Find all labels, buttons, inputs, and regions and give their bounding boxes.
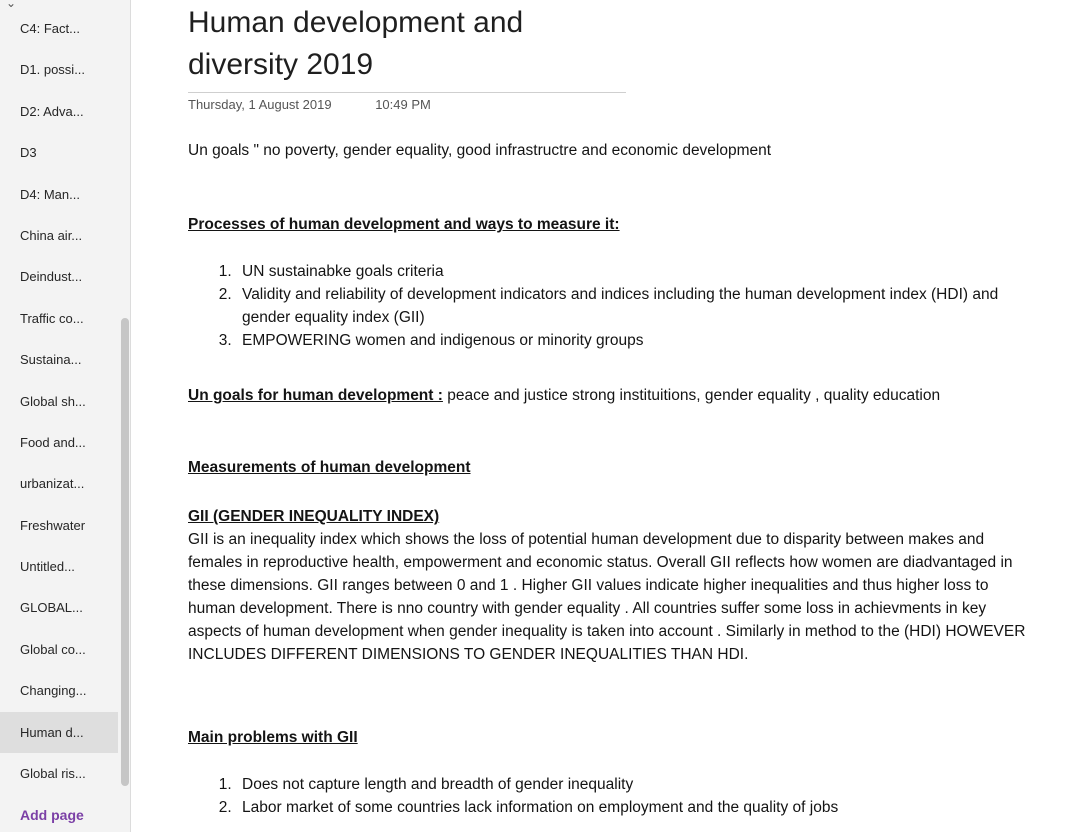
- page-title[interactable]: Human development and diversity 2019: [188, 6, 524, 81]
- problems-list-block: [188, 773, 1048, 819]
- intro-paragraph[interactable]: Un goals " no poverty, gender equality, good infrastructre and economic development: [188, 142, 772, 159]
- list-item[interactable]: 2. Validity and reliability of development indicators and indices including the human development index (HDI) and gender equality index (GII): [236, 283, 1048, 329]
- page-list: [0, 8, 118, 794]
- page-item[interactable]: D4: Man...: [20, 186, 80, 202]
- page-item[interactable]: Traffic co...: [20, 310, 84, 326]
- problems-list: [188, 773, 1048, 819]
- page-item[interactable]: D2: Adva...: [20, 103, 84, 119]
- add-page-button[interactable]: Add page: [20, 807, 84, 823]
- measurements-heading[interactable]: Measurements of human development: [188, 459, 471, 476]
- list-item[interactable]: 2. Labor market of some countries lack information on employment and the quality of jobs: [236, 796, 1048, 819]
- page-item[interactable]: GLOBAL...: [20, 600, 83, 616]
- goals-text: peace and justice strong instituitions, gender equality , quality education: [442, 387, 941, 404]
- page-item[interactable]: C4: Fact...: [20, 21, 80, 36]
- list-item[interactable]: 3. EMPOWERING women and indigenous or minority groups: [236, 329, 1048, 352]
- gii-heading[interactable]: GII (GENDER INEQUALITY INDEX): [188, 508, 440, 525]
- page-item[interactable]: D1. possi...: [20, 62, 86, 78]
- scroll-up-icon[interactable]: ⌄: [6, 0, 17, 10]
- page-timestamp: [188, 97, 431, 112]
- note-content: [188, 0, 1068, 816]
- page-item[interactable]: D3: [20, 145, 37, 161]
- problems-heading[interactable]: Main problems with GII: [188, 729, 358, 746]
- page-item[interactable]: urbanizat...: [20, 476, 85, 492]
- page-item[interactable]: Global sh...: [20, 393, 86, 409]
- list-item[interactable]: 1. UN sustainabke goals criteria: [236, 260, 1048, 283]
- page-time: 10:49 PM: [375, 97, 431, 112]
- page-item[interactable]: Untitled...: [20, 559, 75, 575]
- page-item-active[interactable]: Human d...: [0, 712, 118, 753]
- title-divider: [188, 92, 626, 93]
- goals-heading: Un goals for human development :: [188, 387, 443, 404]
- processes-list-block: [188, 260, 1048, 352]
- goals-paragraph[interactable]: [188, 384, 1008, 407]
- page-item[interactable]: Freshwater: [20, 517, 86, 533]
- page-item[interactable]: Global ris...: [20, 766, 86, 782]
- processes-heading[interactable]: Processes of human development and ways to measure it:: [188, 216, 620, 233]
- page-item[interactable]: Global co...: [20, 641, 86, 657]
- page-date: Thursday, 1 August 2019: [188, 97, 332, 112]
- page-item[interactable]: Food and...: [20, 434, 86, 450]
- sidebar-scrollbar[interactable]: [121, 318, 129, 786]
- page-item[interactable]: China air...: [20, 227, 83, 243]
- page-item[interactable]: Changing...: [20, 683, 87, 699]
- processes-list: [188, 260, 1048, 352]
- page-item[interactable]: Sustaina...: [20, 352, 82, 368]
- list-item[interactable]: 1. Does not capture length and breadth of gender inequality: [236, 773, 1048, 796]
- gii-paragraph[interactable]: GII is an inequality index which shows the loss of potential human development due to disparity between makes and females in reproductive health, empowerment and economic status. Overall GII reflects how women are diadvantaged in these dimensions. GII ranges between 0 and 1 . Higher GII values indicate higher inequalities and thus higher loss to human development. There is nno country with gender equality . All countries suffer some loss in achievments in key aspects of human development when gender inequality is taken into account . Similarly in method to the (HDI) HOWEVER INCLUDES DIFFERENT DIMENSIONS TO GENDER INEQUALITIES THAN HDI.: [188, 531, 1026, 663]
- page-item[interactable]: Deindust...: [20, 269, 83, 285]
- page-sidebar: [0, 0, 131, 832]
